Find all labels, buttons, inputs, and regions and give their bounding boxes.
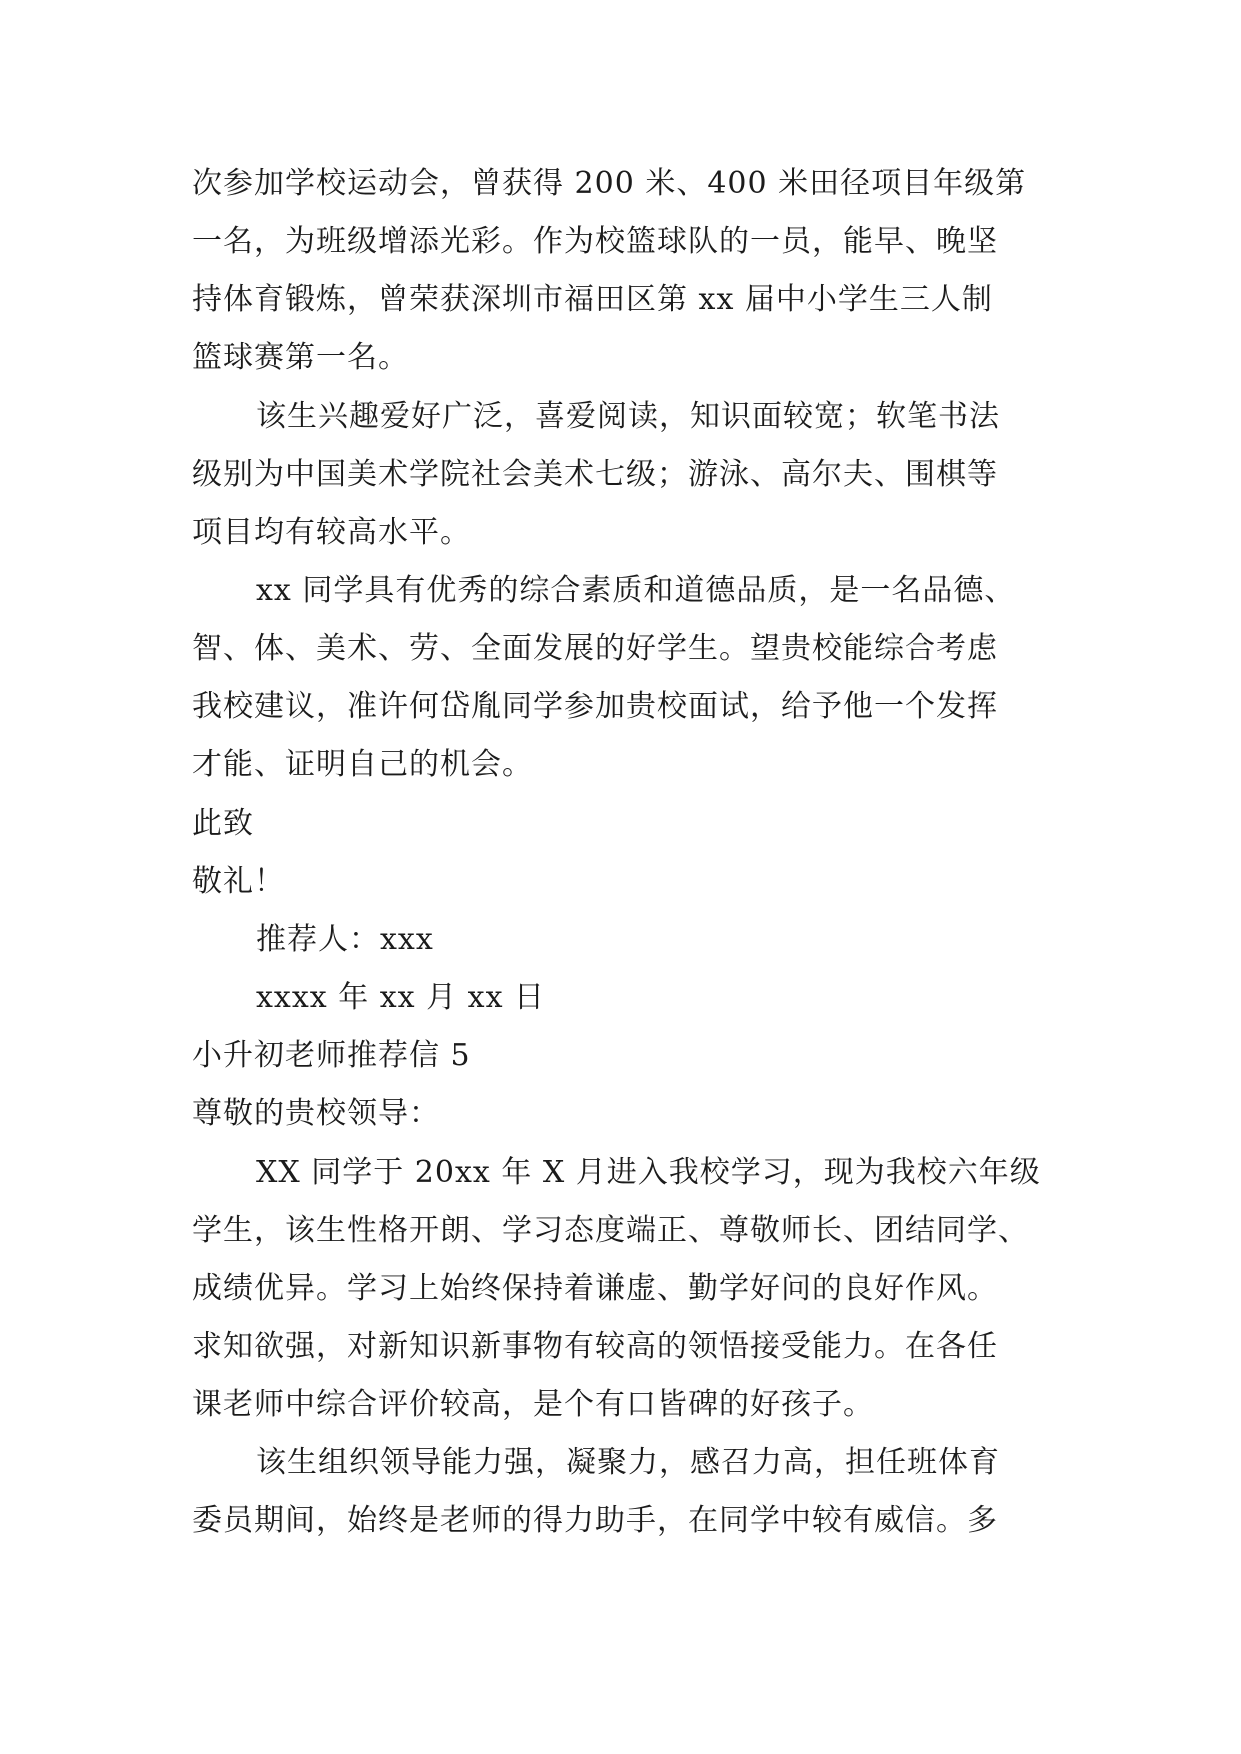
salutation-line: 尊敬的贵校领导：	[192, 1096, 440, 1131]
body-line: 我校建议，准许何岱胤同学参加贵校面试，给予他一个发挥	[192, 689, 998, 724]
paragraph-first-line: 该生兴趣爱好广泛，喜爱阅读，知识面较宽；软笔书法	[256, 399, 1000, 434]
body-line: 篮球赛第一名。	[192, 340, 409, 375]
body-line: 成绩优异。学习上始终保持着谦虚、勤学好问的良好作风。	[192, 1271, 998, 1306]
paragraph-first-line: XX 同学于 20xx 年 X 月进入我校学习，现为我校六年级	[256, 1155, 1041, 1190]
recommender-line: 推荐人：xxx	[256, 922, 434, 957]
body-line: 智、体、美术、劳、全面发展的好学生。望贵校能综合考虑	[192, 631, 998, 666]
closing-line: 敬礼！	[192, 864, 285, 899]
body-line: 课老师中综合评价较高，是个有口皆碑的好孩子。	[192, 1387, 874, 1422]
body-line: 持体育锻炼，曾荣获深圳市福田区第 xx 届中小学生三人制	[192, 282, 993, 317]
body-line: 一名，为班级增添光彩。作为校篮球队的一员，能早、晚坚	[192, 224, 998, 259]
closing-line: 此致	[192, 806, 254, 841]
date-line: xxxx 年 xx 月 xx 日	[256, 980, 546, 1015]
body-line: 求知欲强，对新知识新事物有较高的领悟接受能力。在各任	[192, 1329, 998, 1364]
body-line: 级别为中国美术学院社会美术七级；游泳、高尔夫、围棋等	[192, 457, 998, 492]
body-line: 次参加学校运动会，曾获得 200 米、400 米田径项目年级第	[192, 166, 1027, 201]
body-line: 项目均有较高水平。	[192, 515, 471, 550]
paragraph-first-line: xx 同学具有优秀的综合素质和道德品质，是一名品德、	[256, 573, 1016, 608]
body-line: 学生，该生性格开朗、学习态度端正、尊敬师长、团结同学、	[192, 1213, 1029, 1248]
body-line: 才能、证明自己的机会。	[192, 747, 533, 782]
section-title: 小升初老师推荐信 5	[192, 1038, 471, 1073]
paragraph-first-line: 该生组织领导能力强，凝聚力，感召力高，担任班体育	[256, 1445, 1000, 1480]
body-line: 委员期间，始终是老师的得力助手，在同学中较有威信。多	[192, 1503, 998, 1538]
